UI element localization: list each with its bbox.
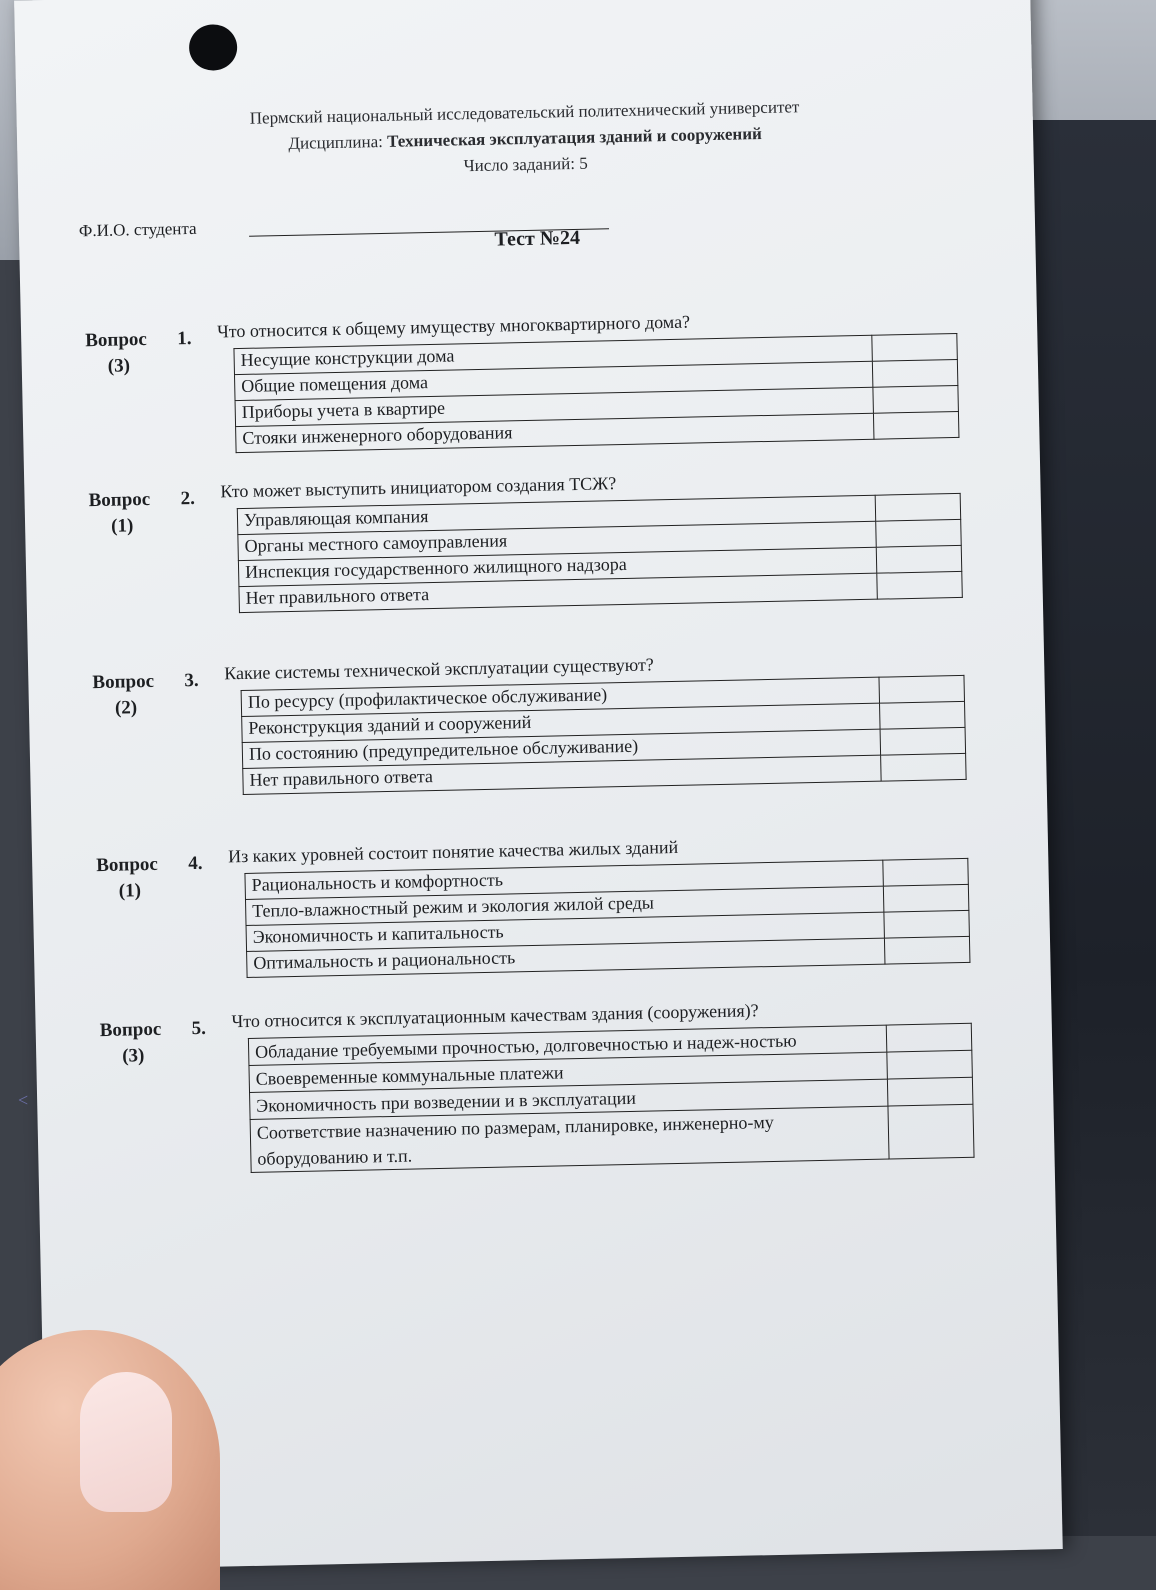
answer-text: Нет правильного ответа: [243, 755, 881, 794]
question-points: (3): [122, 1045, 145, 1067]
document-header: [16, 89, 1033, 188]
question-text: Что относится к эксплуатационным качествам здания (сооружения)?: [231, 1000, 759, 1032]
answer-checkbox[interactable]: [876, 545, 962, 573]
answer-checkbox[interactable]: [887, 1077, 973, 1106]
answer-checkbox[interactable]: [883, 884, 969, 912]
answer-checkbox[interactable]: [880, 727, 966, 755]
margin-pen-mark: <: [18, 1090, 29, 1110]
answer-text: Органы местного самоуправления: [238, 521, 876, 560]
answer-text: Соответствие назначению по размерам, планировке, инженерно-му оборудованию и т.п.: [250, 1106, 889, 1172]
answer-text: Общие помещения дома: [234, 361, 872, 400]
question-number: 3.: [184, 669, 199, 692]
question-label: [96, 851, 226, 902]
answer-text: Тепло-влажностный режим и экология жилой среды: [245, 886, 883, 925]
question-word: Вопрос: [96, 853, 159, 877]
question-word: Вопрос: [92, 670, 155, 694]
fingernail: [80, 1372, 172, 1512]
answer-text: Обладание требуемыми прочностью, долговечностью и надеж-ностью: [248, 1025, 886, 1065]
university-name: Пермский национальный исследовательский политехнический университет: [249, 97, 800, 128]
answer-text: По ресурсу (профилактическое обслуживание): [241, 677, 879, 716]
answer-text: Реконструкция зданий и сооружений: [242, 703, 880, 742]
question-text: Какие системы технической эксплуатации существуют?: [224, 654, 655, 684]
answer-checkbox[interactable]: [881, 753, 967, 781]
question-1: [85, 310, 985, 448]
answer-checkbox[interactable]: [888, 1104, 974, 1159]
discipline-name: Техническая эксплуатация зданий и сооружений: [386, 124, 763, 151]
question-word: Вопрос: [99, 1018, 162, 1042]
question-points: (1): [118, 880, 142, 902]
answer-table: [233, 333, 959, 453]
question-number: 2.: [180, 487, 196, 510]
question-label: [85, 327, 215, 377]
answer-checkbox[interactable]: [877, 571, 963, 599]
test-title: Тест №24: [494, 226, 581, 251]
tasks-count: Число заданий: 5: [463, 153, 588, 176]
answer-text: Управляющая компания: [237, 495, 875, 534]
answer-checkbox[interactable]: [886, 1023, 972, 1052]
question-points: (3): [107, 355, 131, 377]
answer-table: [237, 493, 963, 613]
answer-text: Приборы учета в квартире: [235, 387, 873, 426]
question-word: Вопрос: [85, 328, 148, 352]
student-name-label: Ф.И.О. студента: [78, 218, 197, 241]
answer-checkbox[interactable]: [887, 1050, 973, 1079]
answer-table: [248, 1023, 975, 1173]
question-3: [92, 652, 992, 790]
answer-checkbox[interactable]: [883, 858, 969, 886]
answer-table: [241, 675, 967, 795]
question-5: [99, 1000, 999, 1169]
question-word: Вопрос: [88, 488, 151, 512]
test-sheet: [14, 0, 1063, 1570]
question-number: 5.: [191, 1017, 207, 1040]
answer-checkbox[interactable]: [872, 359, 958, 387]
answer-text: Рациональность и комфортность: [245, 860, 883, 899]
answer-checkbox[interactable]: [873, 411, 959, 439]
question-label: [88, 486, 218, 537]
question-number: 4.: [188, 852, 203, 875]
question-label: [92, 668, 222, 719]
answer-text: Инспекция государственного жилищного надзора: [238, 547, 876, 586]
answer-checkbox[interactable]: [880, 701, 966, 729]
question-4: [96, 835, 996, 973]
answer-checkbox[interactable]: [873, 385, 959, 413]
answer-checkbox[interactable]: [872, 333, 958, 361]
question-number: 1.: [177, 328, 192, 350]
question-points: (2): [114, 697, 138, 719]
answer-checkbox[interactable]: [884, 936, 970, 964]
question-text: Что относится к общему имуществу многоквартирного дома?: [216, 311, 691, 342]
answer-text: Экономичность и капитальность: [246, 912, 884, 951]
answer-checkbox[interactable]: [876, 519, 962, 547]
question-2: [88, 470, 988, 608]
answer-checkbox[interactable]: [879, 675, 965, 703]
answer-text: По состоянию (предупредительное обслуживание): [242, 729, 880, 768]
answer-checkbox[interactable]: [884, 910, 970, 938]
answer-text: Своевременные коммунальные платежи: [249, 1052, 887, 1092]
answer-text: Нет правильного ответа: [239, 573, 877, 612]
answer-table: [244, 858, 970, 978]
answer-text: Экономичность при возведении и в эксплуатации: [250, 1079, 888, 1119]
answer-checkbox[interactable]: [875, 493, 961, 521]
discipline-label: Дисциплина:: [288, 131, 384, 153]
question-label: [99, 1016, 229, 1067]
answer-text: Несущие конструкции дома: [234, 335, 872, 374]
question-points: (1): [110, 515, 134, 537]
question-text: Кто может выступить инициатором создания ТСЖ?: [220, 473, 617, 502]
question-text: Из каких уровней состоит понятие качества жилых зданий: [227, 836, 679, 867]
answer-text: Оптимальность и рациональность: [247, 938, 885, 977]
answer-text: Стояки инженерного оборудования: [236, 413, 874, 452]
punch-hole: [189, 24, 238, 71]
